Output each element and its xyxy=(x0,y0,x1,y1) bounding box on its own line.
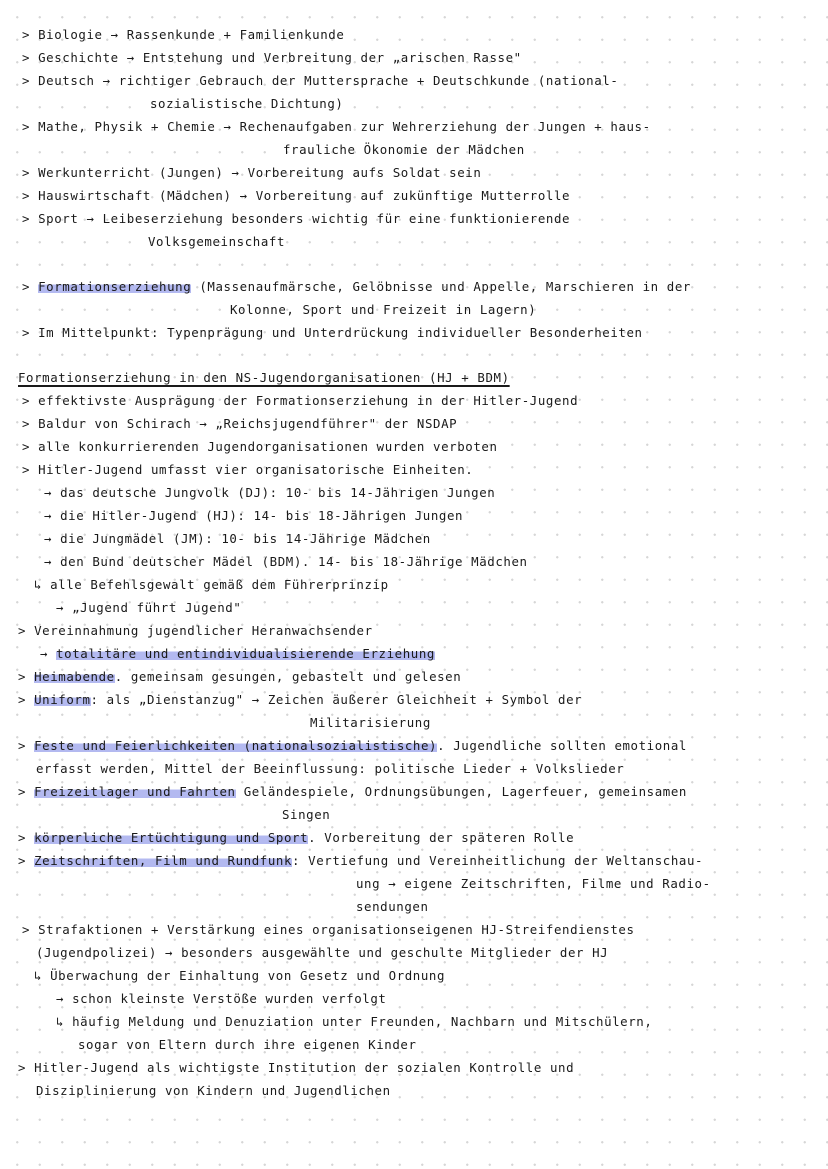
note-line: Volksgemeinschaft xyxy=(148,234,286,249)
note-line: ↳ Überwachung der Einhaltung von Gesetz und Ordnung xyxy=(34,968,446,983)
note-line: → totalitäre und entindividualisierende Erziehung xyxy=(40,646,435,661)
note-line: > Baldur von Schirach → „Reichsjugendführer" der NSDAP xyxy=(22,416,458,431)
note-line: > Freizeitlager und Fahrten Geländespiele, Ordnungsübungen, Lagerfeuer, gemeinsamen xyxy=(18,784,687,799)
note-line: erfasst werden, Mittel der Beeinflussung: politische Lieder + Volkslieder xyxy=(36,761,625,776)
note-line: > Sport → Leibeserziehung besonders wichtig für eine funktionierende xyxy=(22,211,571,226)
note-line: ↳ häufig Meldung und Denuziation unter Freunden, Nachbarn und Mitschülern, xyxy=(56,1014,653,1029)
note-line: > Hitler-Jugend umfasst vier organisatorische Einheiten. xyxy=(22,462,474,477)
note-line: sogar von Eltern durch ihre eigenen Kinder xyxy=(78,1037,417,1052)
note-line: > Deutsch → richtiger Gebrauch der Muttersprache + Deutschkunde (national- xyxy=(22,73,619,88)
section-heading: Formationserziehung in den NS-Jugendorganisationen (HJ + BDM) xyxy=(18,370,510,385)
highlight-marker: körperliche Ertüchtigung und Sport xyxy=(34,830,309,845)
note-line: > Hauswirtschaft (Mädchen) → Vorbereitung auf zukünftige Mutterrolle xyxy=(22,188,571,203)
note-line: > Im Mittelpunkt: Typenprägung und Unterdrückung individueller Besonderheiten xyxy=(22,325,643,340)
note-line: Disziplinierung von Kindern und Jugendlichen xyxy=(36,1083,391,1098)
note-line: > Heimabende. gemeinsam gesungen, gebastelt und gelesen xyxy=(18,669,462,684)
note-line: (Jugendpolizei) → besonders ausgewählte und geschulte Mitglieder der HJ xyxy=(36,945,609,960)
note-line: sozialistische Dichtung) xyxy=(150,96,344,111)
note-line: sendungen xyxy=(356,899,429,914)
highlight-marker: Freizeitlager und Fahrten xyxy=(34,784,236,799)
note-line: → die Jungmädel (JM): 10- bis 14-Jährige Mädchen xyxy=(44,531,431,546)
note-line: > Strafaktionen + Verstärkung eines organisationseigenen HJ-Streifendienstes xyxy=(22,922,635,937)
note-line: → schon kleinste Verstöße wurden verfolgt xyxy=(56,991,387,1006)
note-line: > Formationserziehung (Massenaufmärsche, Gelöbnisse und Appelle, Marschieren in der xyxy=(22,279,691,294)
note-line: > Zeitschriften, Film und Rundfunk: Vertiefung und Vereinheitlichung der Weltanschau- xyxy=(18,853,704,868)
note-line: > alle konkurrierenden Jugendorganisationen wurden verboten xyxy=(22,439,498,454)
highlight-marker: Formationserziehung xyxy=(38,279,192,294)
note-line: frauliche Ökonomie der Mädchen xyxy=(283,142,525,157)
note-line: ↳ alle Befehlsgewalt gemäß dem Führerprinzip xyxy=(34,577,389,592)
highlight-marker: Feste und Feierlichkeiten (nationalsozialistische) xyxy=(34,738,438,753)
note-line: > Uniform: als „Dienstanzug" → Zeichen äußerer Gleichheit + Symbol der xyxy=(18,692,583,707)
highlight-marker: totalitäre und entindividualisierende Erziehung xyxy=(56,646,435,661)
highlight-marker: Heimabende xyxy=(34,669,115,684)
highlight-marker: Zeitschriften, Film und Rundfunk xyxy=(34,853,293,868)
note-line: > effektivste Ausprägung der Formationserziehung in der Hitler-Jugend xyxy=(22,393,579,408)
note-line: > Hitler-Jugend als wichtigste Institution der sozialen Kontrolle und xyxy=(18,1060,575,1075)
note-line: > Geschichte → Entstehung und Verbreitung der „arischen Rasse" xyxy=(22,50,522,65)
note-line: > Mathe, Physik + Chemie → Rechenaufgaben zur Wehrerziehung der Jungen + haus- xyxy=(22,119,651,134)
note-line: → das deutsche Jungvolk (DJ): 10- bis 14-Jährigen Jungen xyxy=(44,485,496,500)
note-line: > Vereinnahmung jugendlicher Heranwachsender xyxy=(18,623,373,638)
note-line: → „Jugend führt Jugend" xyxy=(56,600,242,615)
note-line: Singen xyxy=(282,807,331,822)
note-line: ung → eigene Zeitschriften, Filme und Radio- xyxy=(356,876,711,891)
note-line: Militarisierung xyxy=(310,715,431,730)
note-line: > Biologie → Rassenkunde + Familienkunde xyxy=(22,27,345,42)
note-line: → die Hitler-Jugend (HJ): 14- bis 18-Jährigen Jungen xyxy=(44,508,464,523)
note-line: Kolonne, Sport und Freizeit in Lagern) xyxy=(230,302,537,317)
note-line: > Werkunterricht (Jungen) → Vorbereitung aufs Soldat sein xyxy=(22,165,482,180)
note-line: → den Bund deutscher Mädel (BDM). 14- bis 18-Jährige Mädchen xyxy=(44,554,528,569)
note-line: > körperliche Ertüchtigung und Sport. Vorbereitung der späteren Rolle xyxy=(18,830,575,845)
highlight-marker: Uniform xyxy=(34,692,91,707)
note-line: > Feste und Feierlichkeiten (nationalsozialistische). Jugendliche sollten emotional xyxy=(18,738,687,753)
